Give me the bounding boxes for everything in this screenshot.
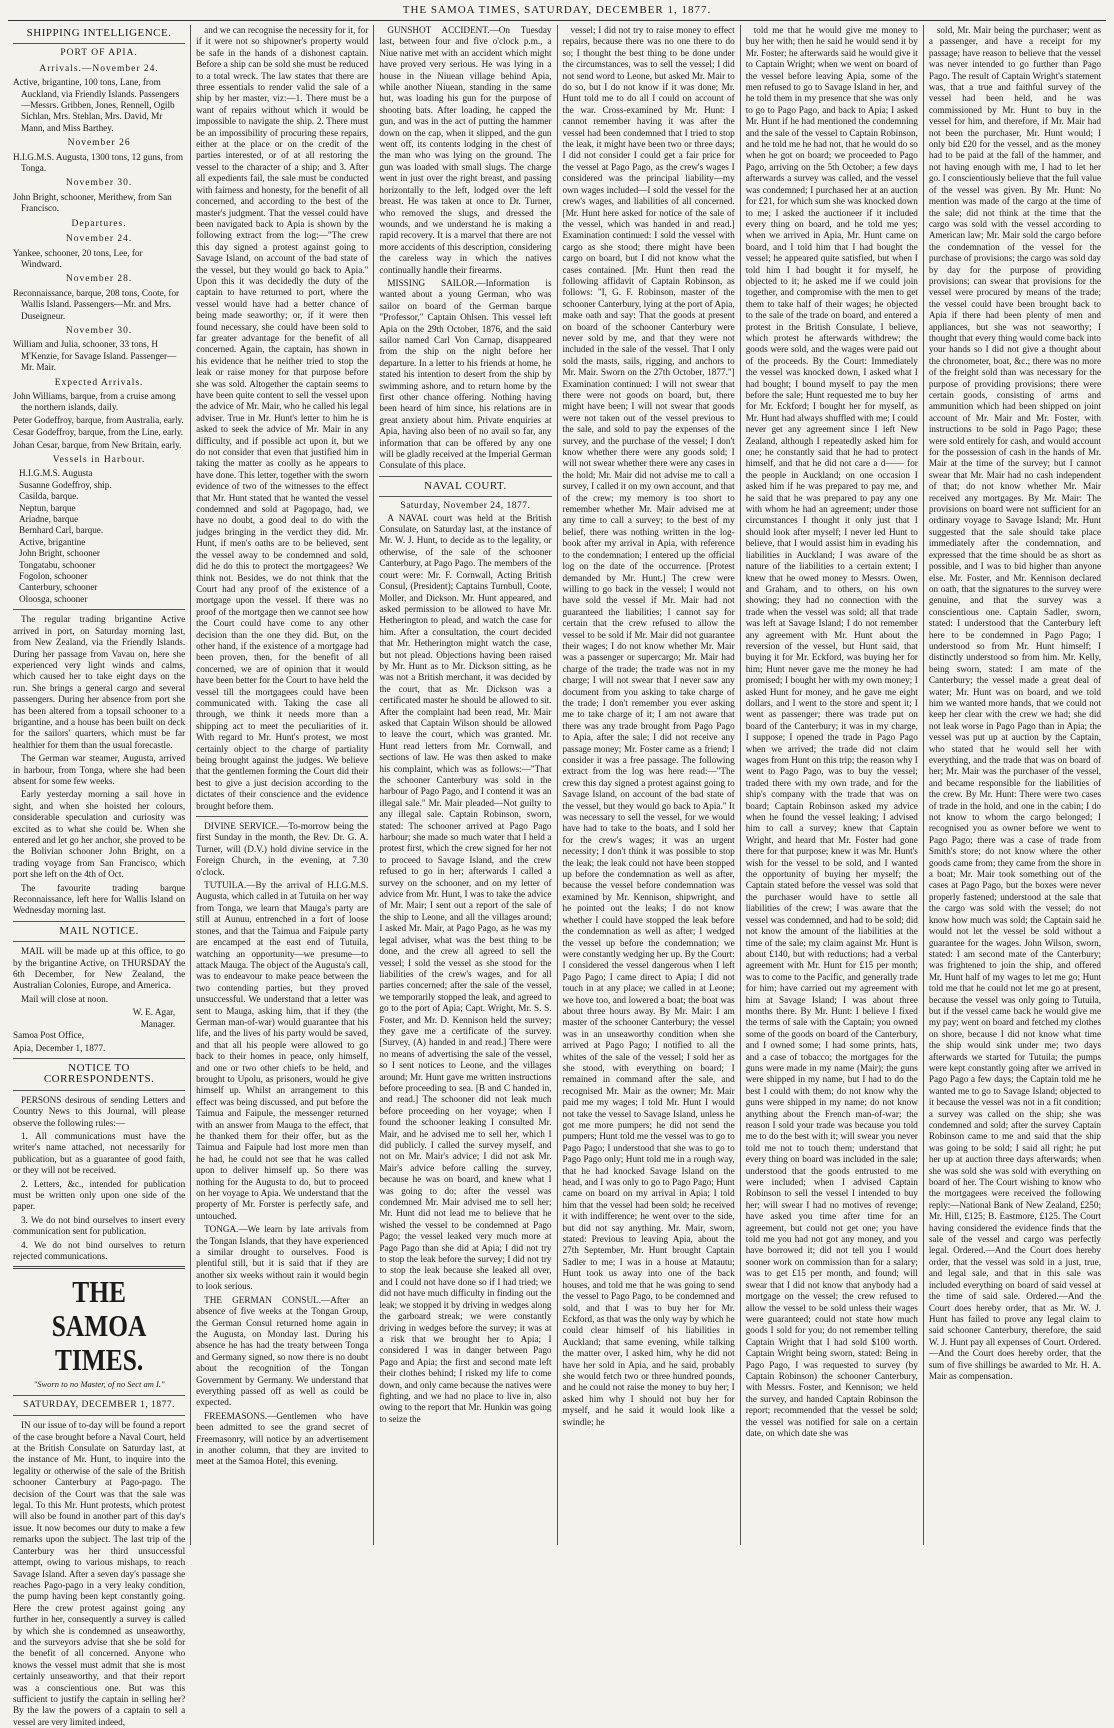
column-1 [8,25,191,1727]
naval-court-heading: NAVAL COURT. [424,479,507,492]
departure-item: Reconnaissance, barque, 208 tons, Coote, for Wallis Island. Passengers—Mr. and Mrs. Duseigneur. [13,287,180,321]
mail-notice-text: MAIL will be made up at this office, to go by the brigantine Active, on THURSDAY the 6th December, for New Zealand, the Australian Colonies, Europe, and America. [13,946,186,991]
harbour-vessel: H.I.G.M.S. Augusta [19,468,93,479]
correspondents-rule: 1. All communications must have the writer's name attached, not necessarily for publication, but as a guarantee of good faith, or they will not be received. [13,1130,186,1176]
divider [13,1266,185,1269]
expected-item: Johan Cesar, barque, from New Britain, early. [13,439,182,450]
divider [13,1090,185,1091]
news-paragraph: The regular trading brigantine Active arrived in port, on Saturday morning last, from New Zealand, via the Friendly Islands. During her passage from Vavau on, here she experienced very light winds and calms, which caused her to take eight days on the run. She brings a general cargo and several passengers. During her absence from port she has been altered from a topsail schooner to a brigantine, and a house has been built on deck for the sailors' quarters, which must be far healthier for them than the usual forecastle. [13,614,186,750]
arrival-item: John Bright, schooner, Merithew, from San Francisco. [13,191,172,214]
expected-heading: Expected Arrivals. [54,377,144,388]
harbour-heading: Vessels in Harbour. [52,455,146,465]
news-paragraph: The favourite trading barque Reconnaissance, left here for Wallis Island on Wednesday morning last. [13,882,186,916]
divider [13,1395,185,1396]
column-5 [741,25,924,1545]
freemasons-notice: FREEMASONS.—Gentlemen who have been admitted to see the grand secret of Freemasonry, will notice by an advertisement in another column, that they are invited to meet at the Samoa Hotel, this evening. [196,1410,369,1467]
departure-item: Yankee, schooner, 20 tons, Lee, for Windward. [13,247,143,269]
newspaper-motto: "Sworn to no Master, of no Sect am I." [33,1379,165,1390]
header-title: THE SAMOA TIMES, SATURDAY, DECEMBER 1, 1877. [402,4,712,16]
harbour-vessel: Ariadne, barque [19,514,79,525]
divider [13,609,185,610]
editorial-continued: and we can recognise the necessity for it, for if it were not so shipowner's property would be safe in the hands of a dishonest captain. Before a ship can be sold she must be reduced to a total wreck. The law states that there are three essentials to render valid the sale of a ship by her master, viz:—1. There must be a want of repairs without which it would be impossible to navigate the ship. 2. There must be an impossibility of procuring these repairs, either at the place or on the credit of the parties interested, or of at all restoring the vessel to the character of a ship; and 3. After all expedients fail, the sale must be conducted with fairness and honesty, for the benefit of all concerned, and according to the best of the master's judgment. That the vessel could have been navigated back to Apia is shown by the following extract from the log:—"The crew this day signed a protest against going to Savage Island, on account of the bad state of the vessel, but they would go back to Apia." Upon this it was decidedly the duty of the captain to have returned to port, where the vessel would have had a better chance of being made seaworthy; or, if it were then found necessary, she could have been sold to far greater advantage for the benefit of all concerned. Again, the captain, has shown in his evidence that he neither tried to stop the leak or raise money for that purpose before she was sold. Altogether the captain seems to have been quite content to sell the vessel upon the advice of Mr. Mair, who he called his legal adviser. True in Mr. Hunt's letter to him he is asked to seek the advice of Mr. Mair in any difficulty, and if possible act upon it, but we do not consider that even that justified him in taking the matter as coolly as he appears to have done. This letter, together with the sworn evidence of two of the witnesses to the effect that Mr. Hunt stated that he wanted the vessel condemned and sold at Pagopago, had, we have no doubt, a good deal to do with the judges bringing in the verdict they did. Mr. Hunt, if men's oaths are to be believed, sent the vessel away to be condemned and sold, did he do this to protect the mortgagees? We think not. Besides, we do not think that the Court had any proof of the existence of a mortgage upon the vessel. If there was no proof of the mortgage then we cannot see how the Court could have come to any other decision than the one they did. But, on the other hand, if the existence of a mortgage had been proven, then, for the benefit of all concerned, we are of opinion that it would have been better for the Court to have held the vessel till the mortgagees could have been communicated with. Taking the case all through, we think it needs more than a shipping act to meet the peculiarities of it. With regard to Mr. Hunt's protest, we most certainly object to the charge of partiality being brought against the judges. We believe that the gentlemen forming the Court did their best to give a just decision according to the dictates of their conscience and the evidence brought before them. [196,25,369,811]
shipping-heading: SHIPPING INTELLIGENCE. [26,27,172,39]
post-office-line: Samoa Post Office, [13,1030,85,1041]
column-2 [191,25,374,1545]
naval-court-date: Saturday, November 24, 1877. [400,501,531,512]
mail-notice-heading: MAIL NOTICE. [59,924,139,937]
post-office-date: Apia, December 1, 1877. [13,1042,106,1053]
departure-date: November 30. [65,325,133,336]
mail-signature: W. E. Agar, [132,1007,176,1018]
arrival-item: H.I.G.M.S. Augusta, 1300 tons, 12 guns, from Tonga. [13,151,183,174]
harbour-vessel: Susanne Godeffroy, ship. [19,479,112,490]
harbour-vessel: Oloosga, schooner [19,593,88,604]
departure-date: November 24. [65,234,133,245]
columns [8,25,1106,1727]
editorial-text: IN our issue of to-day will be found a report of the case brought before a Naval Court, held at the British Consulate on Saturday last, at the instance of Mr. Hunt, to inquire into the legality or otherwise of the sale of the British schooner Canterbury at Pago-pago. The decision of the Court was that the sale was legal. To this Mr. Hunt protests, which protest will also be found in another part of this day's issue. It now becomes our duty to make a few remarks upon the subject. The last trip of the Canterbury was her third unsuccessful attempt, owing to various mishaps, to reach Savage Island. After a seven day's passage she reaches Pago-pago in a very leaky condition, the pump having been kept constantly going. Here the crew protest against going any further in her, consequently a survey is called by which she is condemned as unseaworthy, and the surveyors advise that she be sold for the benefit of all concerned. Anyone who knows the vessel must admit that she is most certainly unseaworthy, and that their report was a conscientious one. But was this sufficient to justify the captain in selling her? By the law the powers of a captain to sell a vessel are very limited indeed, [13,1420,186,1727]
departures-heading: Departures. [71,218,127,229]
correspondents-rule: 4. We do not bind ourselves to return rejected communications. [13,1239,186,1261]
mail-close-text: Mail will close at noon. [21,993,109,1004]
harbour-vessel: Fogolon, schooner [19,571,88,582]
german-consul-news: THE GERMAN CONSUL.—After an absence of five weeks at the Tongan Group, the German Consul returned home again in the Augusta, on Monday last. During his absence he has had the treaty between Tonga and Germany signed, so now there is no doubt about the recognition of the Tongan Government by Germany. We understand that everything passed off as well as could be expected. [196,1294,369,1408]
arrivals-heading: Arrivals.—November 24. [39,63,159,74]
arrival-date: November 30. [65,178,133,189]
news-paragraph: The German war steamer, Augusta, arrived in harbour, from Tonga, where she had been absent for some few weeks. [13,753,186,786]
divider [13,1058,185,1059]
tonga-news: TONGA.—We learn by late arrivals from the Tongan Islands, that they have experienced a similar drought to ourselves. Food is plentiful still, but it is said that if they are another six weeks without rain it would begin to look serious. [196,1224,369,1292]
news-paragraph: Early yesterday morning a sail hove in sight, and when she hoisted her colours, considerable speculation and curiosity was excited as to what she could be. When she entered and let go her anchor, she proved to be the Bolivian schooner John Bright, on a trading voyage from San Francisco, which port she left on the 4th of Oct. [13,789,186,880]
harbour-vessel: Active, brigantine [19,536,86,547]
newspaper-title: THE SAMOA TIMES. [51,1274,147,1378]
divider [196,816,368,817]
naval-court-report: A NAVAL court was held at the British Consulate, on Saturday last, at the instance of Mr. W. J. Hunt, to decide as to the legality, or otherwise, of the sale of the schooner Canterbury, at Pago Pago. The members of the court were: Mr. F. Cornwall, Acting British Consul, (President); Captains Turnbull, Coote, Moller, and Dickson. Mr. Hunt appeared, and asked permission to be allowed to have Mr. Hetherington to plead, and watch the case for him. After a consultation, the court decided that Mr. Hetherington might watch the case, but not plead. Objections having been raised by Mr. Hunt as to Mr. Dickson sitting, as he was not a British merchant, it was decided by the court, that as Mr. Dickson was a certificated master he should be allowed to sit. After the complaint had been read, Mr. Mair asked that Captain Wilson should be allowed to leave the court, which was granted. Mr. Hunt read letters from Mr. Cornwall, and sections of law. He was then asked to make his complaint, which was as follows:—"That the schooner Canterbury was sold in the harbour of Pago Pago, and I contend it was an illegal sale." Mr. Mair pleaded—Not guilty to any illegal sale. Captain Robinson, sworn, stated: The schooner arrived at Pago Pago harbour; she made so much water that I held a protest first, which the crew signed for her not to proceed to Savage Island, and the crew refused to go in her; afterwards I called a survey on the schooner, and on my letter of advice from Mr. Hunt, I was to take the advice of Mr. Mair; I sent out a report of the sale of the ship to Leone, and all the villages around; I asked Mr. Mair, at Pago Pago, as he was my legal adviser, what was the best thing to be done, and the crew all agreed to sell the vessel; I sold the vessel as she stood for the liabilities of the crew's wages, and for all parties concerned; after the sale of the vessel, we temporarily stopped the leak, and agreed to go to the port of Apia; Capt. Wright, Mr. S. S. Foster, and Mr. D. Kennison held the survey; they gave me a certificate of the survey. [Survey, (A) handed in and read.] There were no means of advertising the sale of the vessel, so I sent notices to Leone, and the villages around; Mr. Hunt gave me written instructions before proceeding to sea. [B and C handed in, and read.] The schooner did not leak much before proceeding on her voyage; when I found the schooner leaking I consulted Mr. Mair, and he advised me to sell her, which I did publicly. I called the survey myself, and not on Mr. Mair's advice; I did not ask Mr. Mair's advice before calling the survey, because he was on board, and knew what I was going to do; after the vessel was condemned Mr. Mair advised me to sell her; Mr. Hunt did not lead me to believe that he wished the vessel to be condemned at Pago Pago; the vessel leaked very much more at Pago Pago than she did at Apia; I did not try to stop the leak before the survey; I did not try to stop the leak because she leaked all over, and I could not have done so if I had tried; we did not have much difficulty in finding out the leak; we stopped it by driving in wedges along the garboard streak; we were constantly driving in wedges before the survey; it was at a risk that we brought her to Apia; I considered I was in danger between Pago Pago and Apia; the first and second mate left their clothes behind; I risked my life to come down, and only came because the natives were fighting, and we had no place to live in, also owing to the report that Mr. Hunkin was going to seize the [379,512,552,1424]
missing-sailor-news: MISSING SAILOR.—Information is wanted about a young German, who was sailor on board of the German barque "Professor," Captain Ohlsen. This vessel left Apia on the 29th October, 1876, and the said sailor named Carl Von Carnap, disappeared from the ship on the night before her departure. In a letter to his friends at home, he stated his intention to desert from the ship by swimming ashore, and to return home by the first other chance offering. Nothing having been heard of him since, his relations are in great anxiety about him. Private enquiries at Apia, having also been of no avail so far, any information that can be offered by any one will be gladly received at the Imperial German Consulate of this place. [379,277,552,471]
departure-item: William and Julia, schooner, 33 tons, H M'Kenzie, for Savage Island. Passenger—Mr. Mair. [13,339,177,373]
divider [13,921,185,922]
naval-court-report-continued: sold, Mr. Mair being the purchaser; went as a passenger, and have a receipt for my passage; have reason to believe that the vessel was never intended to go further than Pago Pago. The result of Captain Wright's statement was, that a true and faithful survey of the vessel had been held, and he was commissioned by Mr. Hunt to buy in the vessel for him, and therefore, if Mr. Mair had not been the purchaser, Mr. Hunt would; I only bid £20 for the vessel, and as the money had to be paid at the fall of the hammer, and not having enough with me, I had to let her go. I conscientiously believe that the full value of the vessel was given. By Mr. Hunt: No mention was made of the cargo at the time of the sale; did not think at the time that the cargo was sold with the vessel according to American law; Mr. Mair sold the cargo before the condemnation of the vessel for the purchase of provisions; the cargo was sold day by day for the purpose of providing provisions; can swear that provisions for the vessel were procured by means of the trade; the vessel could have been brought back to Apia if there had been plenty of men and appliances, but she was not seaworthy; I thought that every thing would come back into your hands so I did not give a thought about the chronometer, boat, &c.; there was no more of the freight sold than was necessary for the purpose of providing provisions; there were certain goods, consisting of arms and ammunition which had been shipped on joint account of Mr. Mair and Mr. Foster, with instructions to be sold in Pago Pago; these were sold entirely for cash, and would account for the possession of cash in the hands of Mr. Mair at the time of the survey; but I cannot swear that Mr. Mair had no cash independent of that; do not know whether Mr. Mair received any mortgages. By Mr. Mair: The provisions on board were not sufficient for an ordinary voyage to Savage Island; Mr. Hunt suggested that the sale should take place immediately after the condemnation, and expressed that the time should be as short as possible, and I was to bid higher than anyone else. Mr. Foster, and Mr. Kennison declared on oath, that the signatures to the survey were genuine, and that the survey was a conscientious one. Captain Sadler, sworn, stated: I understood that the Canterbury left here to be condemned in Pago Pago; I understood so from Mr. Hunt himself; I distinctly understood so from him. Mr. Kelly, being sworn, stated: I am mate of the Canterbury; the vessel made a great deal of water; Mr. Hunt was on board, and we told him we wanted more hands, that we could not keep her clear with the crew we had; she did not leak worse in Pago Pago than in Apia; the vessel was put up at auction by the Captain, who stated that he would sell her with everything, and the trade that was on board of her; Mr. Mair was the purchaser of the vessel, and became responsible for the liabilities of the crew. By Mr. Hunt: There were two cases of trade in the hold, and one in the cabin; I do not know to whom the cargo belonged; I recognised you as owner before we went to Pago Pago; there was a case of trade from Smith's store; do not know where the other goods came from; they came from the shore in a boat; Mr. Mair took something out of the cases at Pago Pago, but the boxes were never properly fastened; understood at the sale that the cargo was sold with the vessel; do not know how much was sold; the Captain said he would not let the vessel be sold without a guarantee for the wages. John Wilson, sworn, stated: I am second mate of the Canterbury; was frightened to join the ship, and offered Mr. Hunt half of my wages to let me go; Hunt told me that he could not let me go at present, because the vessel was only going to Tutuila, but if the vessel came back he would give me my pay; went on board and fetched my clothes on shore, because I did not know what time the ship would sink under me; two days afterwards we started for Tutuila; the pumps were kept constantly going after we arrived in Pago Pago a few days; the Captain told me he wanted me to go to Savage Island; objected to it because the vessel was not in a fit condition; a survey was called on the ship; she was condemned and sold; after the survey Captain Robinson came to me and said that the ship was going to be sold; I said all right; he put her up at auction three days afterwards; when she was sold she was sold with everything on board of her. The Court wishing to know who the mortgagees were received the following reply:—National Bank of New Zealand, £250; Mr. Hill, £125; B. Eastmore, £125. The Court having considered the evidence finds that the sale of the vessel and cargo was perfectly legal. Ordered.—And the Court does hereby order, that the vessel was sold in a just, true, and legal sale, and that in this sale was included everything on board of said vessel at the time of said sale. Ordered.—And the Court does hereby order, that as Mr. W. J. Hunt has failed to prove any legal claim to said schooner Canterbury, therefore, the said W. J. Hunt pay all expenses of Court. Ordered.—And the Court does hereby order, that the sum of five shillings be awarded to Mr. H. A. Mair as compensation. [928,25,1102,1381]
correspondents-rule: 2. Letters, &c., intended for publication must be written only upon one side of the paper. [13,1178,186,1212]
divider [13,941,185,942]
harbour-vessel: Tongatabu, schooner [19,559,96,570]
tutuila-news: TUTUILA.—By the arrival of H.I.G.M.S. Augusta, which called in at Tutuila on her way from Tonga, we learn that Mauga's party are still at Aunuu, entrenched in a fort of loose stones, and that the Taimua and Faipule party are encamped at the east end of Tutuila, watching an opportunity—we presume—to attack Mauga. The object of the Augusta's call, was to endeavour to make peace between the two contending parties, but they proved unsuccessful. We understand that a letter was sent to Mauga, asking him, that if they (the German man-of-war) would guarantee that his life, and the lives of his party would be saved, and that all his people were allowed to go back to their homes in peace, only himself, and one or two other chiefs to be held, and brought to Upolu, as prisoners, would he give himself up. Whilst an arrangement to this effect was being discussed, and put before the Taimua and Faipule, the messenger returned with an answer from Mauga to the effect, that he thanked them for their offer, but as the Taimua and Faipule had lost more men than he had, he could not see that he was called upon to deliver himself up. So there was nothing for the Augusta to do, but to proceed on her voyage to Apia. We understand that the property of Mr. Forster is perfectly safe, and untouched. [196,880,369,1221]
departure-date: November 28. [65,274,133,285]
correspondents-heading: NOTICE TO CORRESPONDENTS. [43,1061,155,1086]
expected-item: Cesar Godeffroy, barque, from the Line, early. [13,427,184,438]
port-heading: PORT OF APIA. [60,48,138,59]
correspondents-intro: PERSONS desirous of sending Letters and Country News to this Journal, will please observe the following rules:— [13,1094,186,1128]
divider [379,496,551,497]
column-3 [374,25,557,1545]
naval-court-report-continued: told me that he would give me money to buy her with; then he said he would send it by Mr. Foster; he afterwards said he would give it to Captain Wright; when we went on board of the vessel before leaving Apia, some of the men refused to go to Savage Island in her, and he told them in my presence that she was only to go to Pago Pago, and back to Apia; I asked Mr. Hunt if he had mentioned the condemning and the sale of the vessel to Captain Robinson, and he told me he had not, that he would do so when he got on board; we proceeded to Pago Pago, arriving on the 5th October; a few days afterwards a survey was called, and the vessel was condemned; I purchased her at an auction for £21, for which sum she was knocked down to me; I asked the auctioneer if it included every thing on board, and he told me yes; when we arrived in Apia, Mr. Hunt came on board, and I told him that I had bought the vessel; he appeared quite satisfied, but when I told him I had bought it for myself, he objected to it; he asked me if we could join together, and compromise with the men to get them to take half of their wages; he objected to the sale of the trade on board, and entered a protest in the British Consulate, I believe, which protest he afterwards withdrew; the goods were sold, and the wages were paid out of the proceeds. By the Court: Immediately the vessel was knocked down, I asked what I had bought; I bound myself to pay the men before the sale; Hunt requested me to buy her for Mr. Eckford; I bought her for myself, as Mr. Hunt had always shuffled with me; I could never get any agreement since I left New Zealand, although I repeatedly asked him for one; he constantly said that he had to protect himself, and that he did not care a d—— for the people in Auckland; on one occasion I asked him if he was prepared to pay me, and he said that he was prepared to pay any one with whom he had an agreement; under those circumstances I thought it only just that I should look after myself; I never led Hunt to believe, that I would assist him in evading his liabilities in Auckland; I was aware of the nature of the liabilities to a certain extent; I knew that he owed money to Messrs. Owen, and Graham, and to others, on his own showing; they had no connection with the trade when the vessel was sold; all that trade was left at Savage Island; I do not remember any agreement with Mr. Hunt about the reversion of the vessel, but Hunt said, that buying it for Mr. Eckford, was buying her for him; Hunt never gave me the money he had promised; I bought her with my own money; I asked Hunt for money, and he gave me eight dollars, and I went to the store and spent it; I went as passenger; there was trade put on board of the Canterbury; it was in my charge, I suppose; I opened the trade in Pago Pago when we arrived; the trade did not claim wages from Hunt on this trip; the reason why I went to Pago Pago, was to buy the vessel; traded there with my own trade, and for the ship's company with the trade that was on board; Captain Robinson asked my advice when he found the vessel leaking; I advised him to call a survey; knew that Captain Wright, and heard that Mr. Foster had gone there for that purpose; knew it was Mr. Hunt's wish for the vessel to be sold, and I wanted the opportunity of buying her myself; the Captain stated before the vessel was sold that the purchaser would have to settle all liabilities of the crew; I was aware that the vessel was condemned, and had to be sold; did not know the amount of the liabilities at the time of the sale; my claim against Mr. Hunt is about £140, but with reductions; had a verbal agreement with Mr. Hunt for £15 per month; was to come to the Pacific, and generally trade for him; have carried out my agreement with him at Savage Island; I was about three months there. By Mr. Hunt: I believe I fixed the terms of sale with the Captain; you owned some of the goods on board of the Canterbury, and I owned some; I had some prints, hats, and a case of tobacco; the mortgages for the guns were made in my name (Mair); the guns were shipped in my name, but I had to do the best I could with them; do not know why the guns were shipped in my name; do not know anything about the French man-of-war; the reason I sold your trade was because you told me to do the best with it; will swear you never told me not to touch them; understand that every thing on board was included in the sale; understood that the goods entrusted to me were included; when I advised Captain Robinson to sell the vessel I intended to buy her; will swear I had no motives of revenge; have asked you time after time for an agreement, but could not get one; you have told me you had not got any money, and you have borrowed it; did not tell you I would sooner work on commission than for a salary; was to get £15 per month, and found; will swear that I did not know that anybody had a mortgage on the vessel; the crew refused to allow the vessel to be sold unless their wages were guaranteed; could not state how much goods I sold for you; do not remember telling Captain Wright that I had sold $100 worth. Captain Wright being sworn, stated: Being in Pago Pago, I was requested to survey (by Captain Robinson) the schooner Canterbury, with Messrs. Foster, and Kennison; we held the survey, and handed Captain Robinson the report; recommended that the vessel be sold; the vessel was notified for sale on a certain date, on which date she was [745,25,918,1438]
arrival-item: Active, brigantine, 100 tons, Lane, from Auckland, via Friendly Islands. Passengers—Messrs. Gribben, Jones, Rennell, Ogilb Sichlan, Mrs. Stehlan, Mrs. David, Mr Mann, and Miss Barthey. [13,77,180,133]
divider [13,1415,185,1416]
harbour-vessel: Bernhard Carl, barque. [19,525,104,536]
expected-item: John Williams, barque, from a cruise among the northern islands, daily. [13,390,176,413]
naval-court-report-continued: vessel; I did not try to raise money to effect repairs, because there was no one there to do so; I thought the best thing to be done under the circumstances, was to sell the vessel; I did not send word to Leone, but asked Mr. Mair to do so, but I do not know if it was done; Mr. Hunt told me to do all I could on account of the war. Cross-examined by Mr. Hunt: I cannot remember having it was after the vessel had been condemned that I tried to stop the leak, it might have been two or three days; I did not consider I could get a fair price for the vessel at Pago Pago, as the crew's wages I considered was the principal liability—my own wages included—I sold the vessel for the crew's wages, and liabilities of all concerned. [Mr. Hunt here asked for notice of the sale of the vessel, which was handed in and read.] Examination continued: I sold the vessel with cargo as she stood; there might have been cargo on board, but I did not know what the cases contained. [Mr. Hunt then read the following affidavit of Captain Robinson, as follows: "I, G. F. Robinson, master of the schooner Canterbury, lying at the port of Apia, make oath and say: That the goods at present on board of the schooner Canterbury were never sold by me, and that they were not included in the sale of the vessel. That I only sold the masts, sails, rigging, and anchors to Mr. Mair. Sworn on the 27th October, 1877."] Examination continued: I will not swear that there were not goods on board, but, there might have been; I will not swear that goods were not taken out of the vessel previous to the sale, and sold to pay the expenses of the survey, and the purchase of the vessel; I don't know whether there were any goods sold; I will not swear whether there were any cases in the hold; Mr. Mair did not advise me to call a survey, I called it on my own account, and that of the crew; my memory is too short to remember whether Mr. Mair advised me at any time to call a survey; to the best of my belief, there was nothing written in the log-book after my arrival in Apia, with reference to the condemnation; I entered up the official log on the date of the occurrence. [Protest demanded by Mr. Hunt.] The crew were willing to go back in the vessel; I would not have sold the vessel if Mr. Mair had not guaranteed the liabilities; I cannot say for certain that the crew refused to allow the vessel to be sold if Mr. Mair did not guarantee their wages; I do not know whether Mr. Mair was a passenger or supercargo; Mr. Mair had charge of the trade; the trade was not in my charge; I will not swear that I never saw any document from you asking to take charge of the trade; I don't remember you ever asking me to take charge of it; I am not aware that there was any trade brought from Pago Pago to Apia, after the sale; I did not receive any passage money; Mr. Foster came as a friend; I consider it was a free passage. The following extract from the log was here read:—"The crew this day signed a protest against going to Savage Island, on account of the bad state of the vessel, but they would go back to Apia." It was necessary to sell the vessel, for we would have had to take to the boats, and I sold her for the crew's wages; it was an urgent necessity; I don't think it was possible to stop the leak; the leak could not have been stopped up before the condemnation as well as after, because the vessel before condemnation was examined by Mr. Kennison, shipwright, and he pointed out the leaks; I do not know whether I could have stopped the leak before the condemnation as well as after; I wedged the vessel up before the condemnation; we were constantly wedging her up. By the Court: I considered the vessel dangerous when I left Pago Pago; I came direct to Apia; I did not touch in at any place; we called in at Leone; we hove too, and lowered a boat; the boat was about three hours away. By Mr. Mair: I am master of the schooner Canterbury; the vessel was in an unseaworthy condition when she arrived at Pago Pago; I notified to all the whites of the sale of the vessel; I sold her as she stood, with everything on board; I remained in command after the sale, and recognised Mr. Mair as the owner; Mr. Mair paid me my wages; I told Mr. Hunt I would not take the vessel to Savage Island, unless he got me more pumpers; he did not send the pumpers; Hunt told me the vessel was to go to Pago Pago; I understood that she was to go to Pago Pago only; Hunt told me in a rough way, that he had knocked Savage Island on the head, and I was only to go to Pago Pago; Hunt came on board on my arrival in Apia; I told him that the vessel had been sold; he received it with indifference; he went over to the side, but did not say anything. Mr. Mair, sworn, stated: Previous to leaving Apia, about the 27th September, Mr. Hunt brought Captain Sadler to me; I was in a house at Matautu; Hunt took us away into one of the back houses, and told me that he was going to send the vessel to Pago Pago, to be condemned and sold, and that I was to buy her for Mr. Eckford, as that was the only way by which he could clear himself of his liabilities in Auckland; that same evening, while talking the matter over, I asked him, why he did not have her sold in Apia, and he said, probably she would fetch two or three hundred pounds, and he could not raise the money to buy her; I asked him why I should not buy her for myself, and he said it would look like a swindle; he [562,25,735,1427]
arrival-date: November 26 [67,138,131,149]
harbour-vessel: Casilda, barque. [19,491,79,502]
harbour-vessel: Neptun, barque [19,502,76,513]
expected-item: Peter Godeffroy, barque, from Australia, early. [13,414,184,425]
divine-service-notice: DIVINE SERVICE.—To-morrow being the first Sunday in the month, the Rev. Dr. G. A. Turner, will (D.V.) hold divine service in the Foreign Church, in the evening, at 7.30 o'clock. [196,821,369,877]
correspondents-rule: 3. We do not bind ourselves to insert every communication sent for publication. [13,1214,186,1237]
divider [379,476,551,477]
mail-signature-role: Manager. [140,1018,176,1029]
page-header [8,0,1106,21]
harbour-vessel: Canterbury, schooner [19,582,98,593]
column-6 [924,25,1106,1545]
gunshot-accident-news: GUNSHOT ACCIDENT.—On Tuesday last, between four and five o'clock p.m., a Niue native met with an accident which might have proved very serious. He was lying in a house in the Niuean village behind Apia, while another Niuean, standing in the same hut, was loading his gun for the purpose of shooting bats. After loading, he capped the gun, and was in the act of putting the hammer down on the cap, when it slipped, and the gun went off, its contents lodging in the chest of the man who was lying on the ground. The gun was loaded with small slugs. The charge went in just over the right breast, and passing horizontally to the left, lodged over the left breast. He was taken at once to Dr. Turner, who removed the slugs, and dressed the wounds, and we understand he is making a rapid recovery. It is a marvel that there are not more accidents of this description, considering the careless way in which the natives continually handle their firearms. [379,25,552,275]
issue-date: SATURDAY, DECEMBER 1, 1877. [23,1399,175,1410]
harbour-vessel: John Bright, schooner [19,548,100,559]
divider [13,43,185,44]
column-4 [558,25,741,1545]
